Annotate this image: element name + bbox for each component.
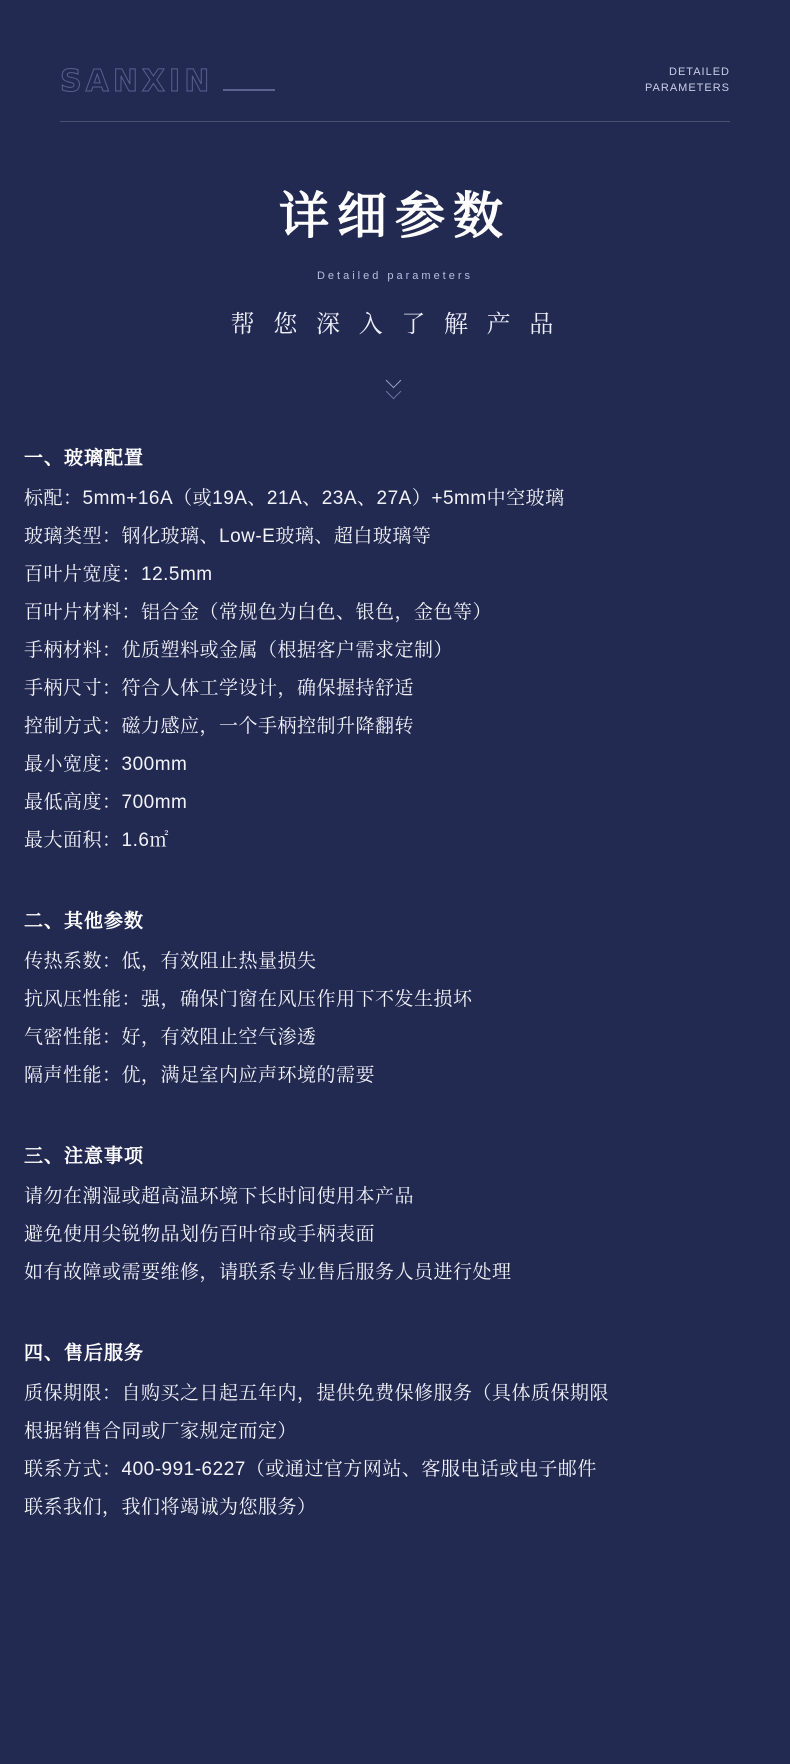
page-header xyxy=(0,0,790,99)
page-title: 详细参数 xyxy=(279,188,511,244)
header-caption xyxy=(645,64,730,96)
section-glass-configuration xyxy=(24,443,766,860)
section-line: 隔声性能：优，满足室内应声环境的需要 xyxy=(24,1065,376,1086)
logo-text: SANXIN xyxy=(60,64,214,99)
section-title: 二、其他参数 xyxy=(24,911,145,932)
section-gap xyxy=(24,1320,766,1338)
section-line: 百叶片宽度：12.5mm xyxy=(24,564,213,585)
section-title: 四、售后服务 xyxy=(24,1343,145,1364)
section-line: 百叶片材料：铝合金（常规色为白色、银色，金色等） xyxy=(24,602,493,623)
section-gap xyxy=(24,1123,766,1141)
scroll-down-indicator xyxy=(0,375,790,395)
chevron-down-icon-secondary xyxy=(387,386,403,395)
section-line: 传热系数：低，有效阻止热量损失 xyxy=(24,951,317,972)
section-line: 控制方式：磁力感应，一个手柄控制升降翻转 xyxy=(24,716,415,737)
section-line: 如有故障或需要维修，请联系专业售后服务人员进行处理 xyxy=(24,1262,512,1283)
section-after-sales-service xyxy=(24,1338,766,1527)
section-line: 气密性能：好，有效阻止空气渗透 xyxy=(24,1027,317,1048)
section-line: 质保期限：自购买之日起五年内，提供免费保修服务（具体质保期限 xyxy=(24,1383,610,1404)
section-line: 请勿在潮湿或超高温环境下长时间使用本产品 xyxy=(24,1186,415,1207)
section-line: 避免使用尖锐物品划伤百叶帘或手柄表面 xyxy=(24,1224,376,1245)
section-line: 标配：5mm+16A（或19A、21A、23A、27A）+5mm中空玻璃 xyxy=(24,488,565,509)
section-line: 最大面积：1.6㎡ xyxy=(24,830,169,851)
section-gap xyxy=(24,888,766,906)
section-title: 三、注意事项 xyxy=(24,1146,145,1167)
section-line: 手柄尺寸：符合人体工学设计，确保握持舒适 xyxy=(24,678,415,699)
header-caption-line1: DETAILED xyxy=(669,66,730,78)
header-caption-line2: PARAMETERS xyxy=(645,82,730,94)
title-block xyxy=(0,176,790,395)
section-line: 玻璃类型：钢化玻璃、Low-E玻璃、超白玻璃等 xyxy=(24,526,432,547)
section-line: 抗风压性能：强，确保门窗在风压作用下不发生损坏 xyxy=(24,989,473,1010)
brand-logo xyxy=(60,64,275,99)
section-line: 联系我们，我们将竭诚为您服务） xyxy=(24,1497,317,1518)
section-line: 根据销售合同或厂家规定而定） xyxy=(24,1421,298,1442)
page-title-english: Detailed parameters xyxy=(316,270,474,282)
section-line: 联系方式：400-991-6227（或通过官方网站、客服电话或电子邮件 xyxy=(24,1459,597,1480)
section-line: 最小宽度：300mm xyxy=(24,754,188,775)
section-other-parameters xyxy=(24,906,766,1095)
section-precautions xyxy=(24,1141,766,1292)
header-divider xyxy=(60,121,730,122)
section-title: 一、玻璃配置 xyxy=(24,448,145,469)
logo-divider-bar xyxy=(223,89,275,91)
section-line: 最低高度：700mm xyxy=(24,792,188,813)
chevron-down-icon xyxy=(387,375,403,384)
parameters-content xyxy=(0,443,790,1615)
section-line: 手柄材料：优质塑料或金属（根据客户需求定制） xyxy=(24,640,454,661)
page-subtitle: 帮 您 深 入 了 解 产 品 xyxy=(230,311,560,338)
